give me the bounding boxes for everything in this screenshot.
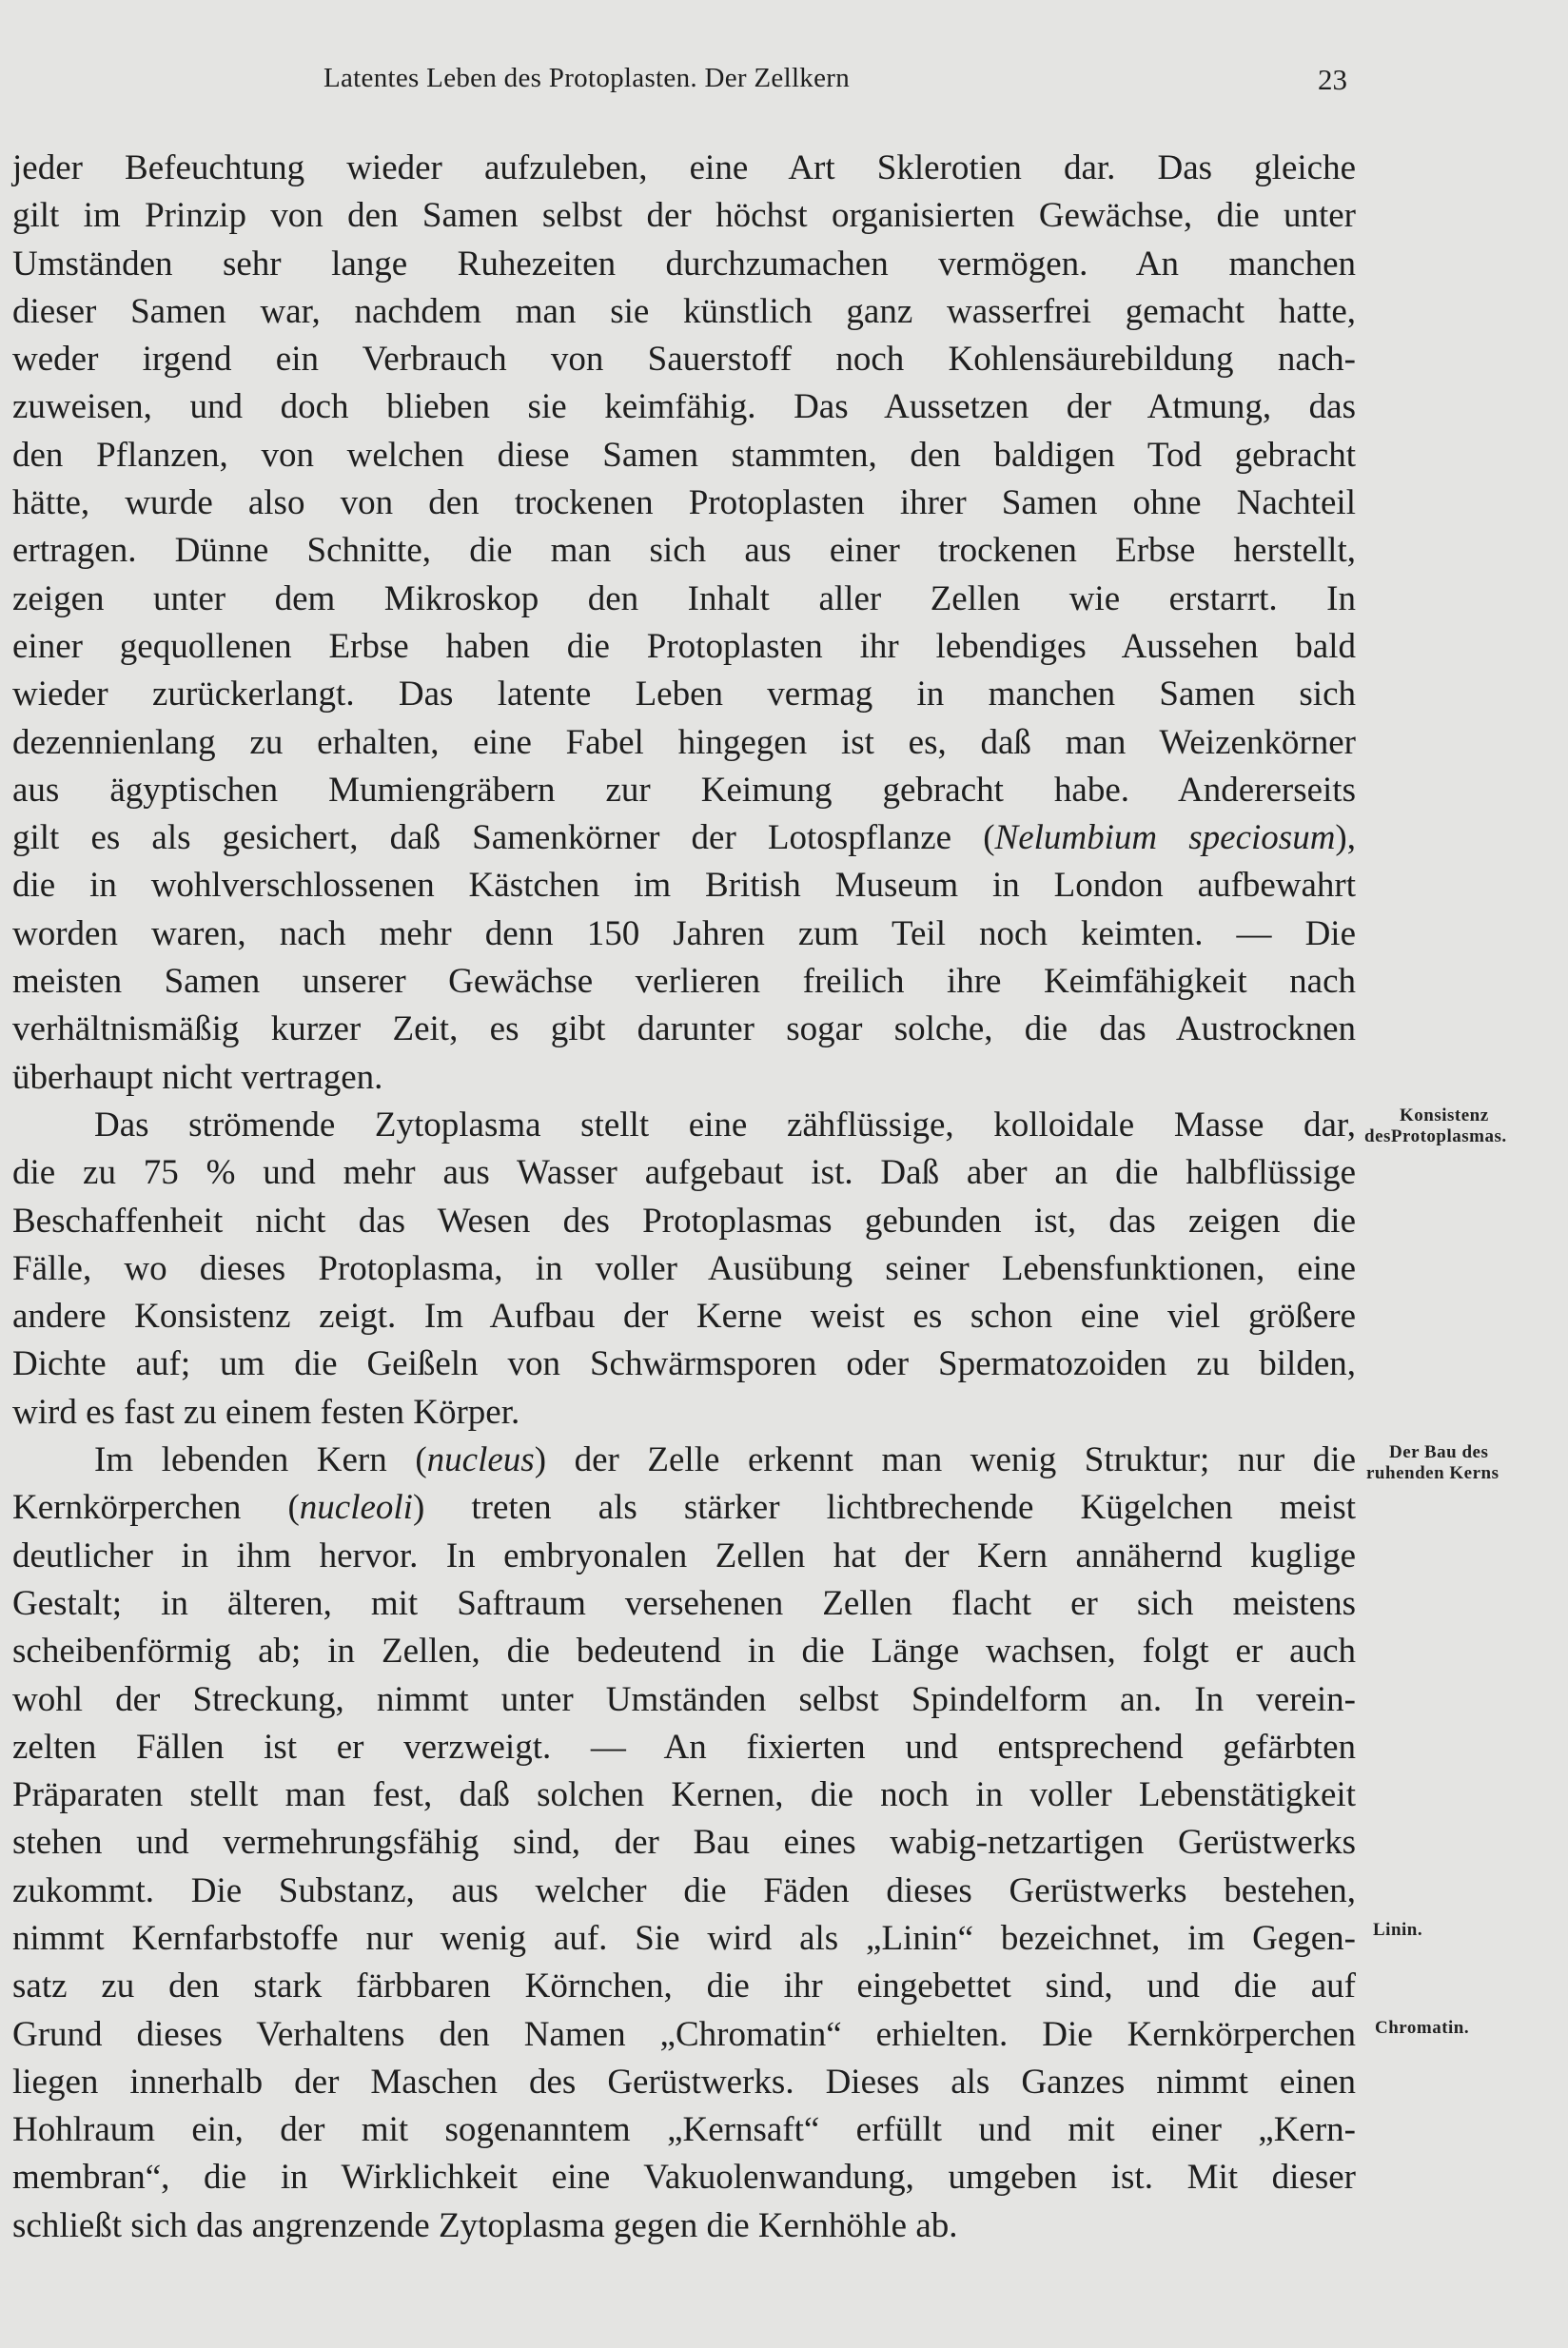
- text-line: [12, 383, 1356, 431]
- text-segment: schließt sich das angrenzende Zytoplasma gegen die Kernhöhle ab.: [12, 2205, 958, 2245]
- text-segment: Fälle, wo dieses Protoplasma, in voller Ausübung seiner Lebensfunktionen, eine: [12, 1248, 1356, 1288]
- margin-note-line: Der Bau des: [1389, 1442, 1489, 1462]
- text-segment: aus ägyptischen Mumiengräbern zur Keimung gebracht habe. Andererseits: [12, 770, 1356, 810]
- text-segment: weder irgend ein Verbrauch von Sauerstoff noch Kohlensäurebildung nach-: [12, 340, 1356, 380]
- margin-note-konsistenz: [1364, 1106, 1507, 1147]
- text-line: [12, 1868, 1356, 1915]
- text-line: [12, 2011, 1356, 2059]
- text-segment: dezennienlang zu erhalten, eine Fabel hingegen ist es, daß man Weizenkörner: [12, 722, 1356, 762]
- text-segment: Hohlraum ein, der mit sogenanntem „Kernsaft“ erfüllt und mit einer „Kern-: [12, 2110, 1356, 2150]
- text-line: [12, 910, 1356, 958]
- text-line: [12, 1533, 1356, 1580]
- text-segment: Das strömende Zytoplasma stellt eine zähflüssige, kolloidale Masse dar,: [94, 1105, 1356, 1145]
- text-line: [12, 2202, 1356, 2250]
- text-segment: die in wohlverschlossenen Kästchen im British Museum in London aufbewahrt: [12, 866, 1356, 906]
- text-segment: Beschaffenheit nicht das Wesen des Protoplasmas gebunden ist, das zeigen die: [12, 1201, 1356, 1241]
- text-line: [12, 1771, 1356, 1819]
- italic-term: nucleus: [426, 1440, 535, 1480]
- text-segment: Dichte auf; um die Geißeln von Schwärmsporen oder Spermatozoiden zu bilden,: [12, 1344, 1356, 1384]
- text-line: [12, 671, 1356, 718]
- text-segment: überhaupt nicht vertragen.: [12, 1057, 383, 1097]
- italic-term: nucleoli: [299, 1488, 413, 1528]
- text-line: [12, 1102, 1356, 1149]
- text-line: [12, 1149, 1356, 1197]
- text-line: [12, 1819, 1356, 1867]
- text-segment: Grund dieses Verhaltens den Namen „Chromatin“ erhielten. Die Kernkörperchen: [12, 2014, 1356, 2054]
- italic-term: Nelumbium speciosum: [994, 818, 1336, 858]
- text-line: [12, 479, 1356, 527]
- text-line: [12, 1340, 1356, 1388]
- text-segment: verhältnismäßig kurzer Zeit, es gibt darunter sogar solche, die das Austrocknen: [12, 1009, 1356, 1049]
- text-line: [12, 145, 1356, 192]
- text-line: [12, 1580, 1356, 1628]
- page-number: 23: [1318, 63, 1347, 96]
- text-segment: zeigen unter dem Mikroskop den Inhalt aller Zellen wie erstarrt. In: [12, 578, 1356, 618]
- text-line: [12, 1389, 1356, 1437]
- text-line: [12, 192, 1356, 240]
- text-segment: zelten Fällen ist er verzweigt. — An fixierten und entsprechend gefärbten: [12, 1727, 1356, 1767]
- text-line: [12, 862, 1356, 910]
- text-line: [12, 623, 1356, 671]
- text-line: [12, 527, 1356, 575]
- margin-note-line: ruhenden Kerns: [1366, 1463, 1499, 1483]
- text-segment: hätte, wurde also von den trockenen Protoplasten ihrer Samen ohne Nachteil: [12, 483, 1356, 523]
- text-segment: gilt im Prinzip von den Samen selbst der höchst organisierten Gewächse, die unter: [12, 196, 1356, 236]
- text-segment: jeder Befeuchtung wieder aufzuleben, eine Art Sklerotien dar. Das gleiche: [12, 148, 1356, 187]
- text-line: [12, 241, 1356, 288]
- body-text: [12, 145, 1356, 2250]
- text-segment: Umständen sehr lange Ruhezeiten durchzumachen vermögen. An manchen: [12, 244, 1356, 284]
- text-line: [12, 432, 1356, 479]
- text-segment: worden waren, nach mehr denn 150 Jahren zum Teil noch keimten. — Die: [12, 913, 1356, 953]
- text-segment: stehen und vermehrungsfähig sind, der Bau eines wabig-netzartigen Gerüstwerks: [12, 1823, 1356, 1863]
- text-line: [12, 576, 1356, 623]
- margin-note-linin: Linin.: [1373, 1920, 1423, 1940]
- text-line: [12, 814, 1356, 862]
- text-segment: wieder zurückerlangt. Das latente Leben vermag in manchen Samen sich: [12, 675, 1356, 714]
- text-line: [12, 1915, 1356, 1963]
- text-line: [12, 1484, 1356, 1532]
- text-line: [12, 288, 1356, 336]
- text-segment: den Pflanzen, von welchen diese Samen stammten, den baldigen Tod gebracht: [12, 435, 1356, 475]
- text-segment: nimmt Kernfarbstoffe nur wenig auf. Sie wird als „Linin“ bezeichnet, im Gegen-: [12, 1918, 1356, 1958]
- text-segment: ertragen. Dünne Schnitte, die man sich aus einer trockenen Erbse herstellt,: [12, 531, 1356, 571]
- text-line: [12, 336, 1356, 383]
- text-segment: ),: [1335, 818, 1356, 858]
- text-line: [12, 2059, 1356, 2106]
- text-segment: meisten Samen unserer Gewächse verlieren freilich ihre Keimfähigkeit nach: [12, 962, 1356, 1002]
- text-segment: membran“, die in Wirklichkeit eine Vakuolenwandung, umgeben ist. Mit dieser: [12, 2158, 1356, 2198]
- text-segment: wohl der Streckung, nimmt unter Umständen selbst Spindelform an. In verein-: [12, 1679, 1356, 1719]
- margin-note-bau: [1366, 1442, 1499, 1484]
- text-segment: satz zu den stark färbbaren Körnchen, die ihr eingebettet sind, und die auf: [12, 1966, 1356, 2006]
- running-header: Latentes Leben des Protoplasten. Der Zellkern: [323, 63, 851, 93]
- text-line: [12, 1437, 1356, 1484]
- text-segment: Kernkörperchen (: [12, 1488, 300, 1528]
- text-segment: wird es fast zu einem festen Körper.: [12, 1392, 520, 1432]
- text-line: [12, 1054, 1356, 1102]
- text-line: [12, 1963, 1356, 2010]
- text-line: [12, 1198, 1356, 1245]
- text-line: [12, 1006, 1356, 1053]
- text-line: [12, 1628, 1356, 1675]
- text-segment: einer gequollenen Erbse haben die Protoplasten ihr lebendiges Aussehen bald: [12, 626, 1356, 666]
- text-line: [12, 2154, 1356, 2201]
- text-line: [12, 719, 1356, 767]
- margin-note-line: desProtoplasmas.: [1364, 1126, 1507, 1146]
- text-line: [12, 767, 1356, 814]
- text-line: [12, 2106, 1356, 2154]
- text-segment: deutlicher in ihm hervor. In embryonalen Zellen hat der Kern annähernd kuglige: [12, 1536, 1356, 1575]
- text-segment: Präparaten stellt man fest, daß solchen Kernen, die noch in voller Lebenstätigkeit: [12, 1775, 1356, 1815]
- text-segment: ) der Zelle erkennt man wenig Struktur; nur die: [534, 1440, 1356, 1480]
- text-line: [12, 1293, 1356, 1340]
- text-line: [12, 958, 1356, 1006]
- text-line: [12, 1245, 1356, 1293]
- text-segment: Gestalt; in älteren, mit Saftraum versehenen Zellen flacht er sich meistens: [12, 1583, 1356, 1623]
- text-segment: gilt es als gesichert, daß Samenkörner der Lotospflanze (: [12, 818, 995, 858]
- margin-note-chromatin: Chromatin.: [1375, 2018, 1470, 2038]
- text-segment: zuweisen, und doch blieben sie keimfähig. Das Aussetzen der Atmung, das: [12, 387, 1356, 427]
- text-segment: dieser Samen war, nachdem man sie künstlich ganz wasserfrei gemacht hatte,: [12, 291, 1356, 331]
- text-segment: liegen innerhalb der Maschen des Gerüstwerks. Dieses als Ganzes nimmt einen: [12, 2062, 1356, 2102]
- margin-note-line: Konsistenz: [1400, 1106, 1489, 1125]
- text-segment: scheibenförmig ab; in Zellen, die bedeutend in die Länge wachsen, folgt er auch: [12, 1632, 1356, 1672]
- text-segment: ) treten als stärker lichtbrechende Kügelchen meist: [412, 1488, 1356, 1528]
- text-segment: die zu 75 % und mehr aus Wasser aufgebaut ist. Daß aber an die halbflüssige: [12, 1153, 1356, 1193]
- text-line: [12, 1724, 1356, 1771]
- text-segment: zukommt. Die Substanz, aus welcher die Fäden dieses Gerüstwerks bestehen,: [12, 1870, 1356, 1910]
- text-line: [12, 1676, 1356, 1724]
- text-segment: Im lebenden Kern (: [94, 1440, 427, 1480]
- text-segment: andere Konsistenz zeigt. Im Aufbau der Kerne weist es schon eine viel größere: [12, 1297, 1356, 1337]
